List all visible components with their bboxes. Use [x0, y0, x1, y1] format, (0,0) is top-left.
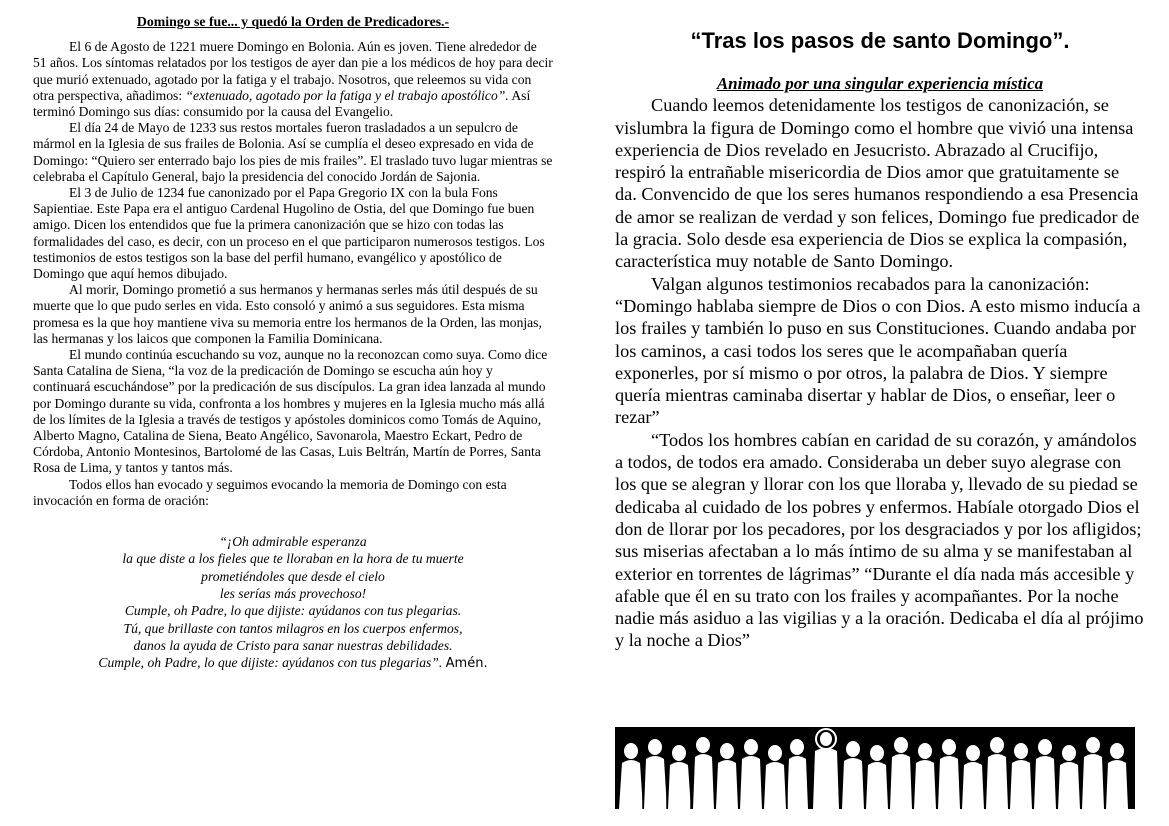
- poem-line: “¡Oh admirable esperanza: [219, 534, 367, 550]
- paragraph-testimonies: Valgan algunos testimonios recabados para la canonización: “Domingo hablaba siempre de Dios o con Dios. A esto mismo inducía a los frailes y también lo puso en sus Constituciones. Cuando andaba por los caminos, a casi todos los seres que le acompañaban quería exponerles, por sí mismo o por otros, la palabra de Dios. Y siempre quería mientras caminaba disertar y hablar de Dios, o enseñar, leer o rezar”: [615, 273, 1141, 428]
- poem-line: la que diste a los fieles que te lloraban en la hora de tu muerte: [122, 551, 464, 567]
- poem-line: Tú, que brillaste con tantos milagros en los cuerpos enfermos,: [123, 620, 463, 636]
- right-subtitle: Animado por una singular experiencia mística: [716, 74, 1044, 94]
- left-column: [33, 14, 553, 672]
- right-column: [615, 30, 1145, 652]
- poem-line-text: Cumple, oh Padre, lo que dijiste: ayúdanos con tus plegarias”.: [98, 655, 443, 671]
- left-title: Domingo se fue... y quedó la Orden de Predicadores.-: [136, 14, 450, 29]
- poem-line: prometiéndoles que desde el cielo: [201, 568, 385, 584]
- paragraph-experience: Cuando leemos detenidamente los testigos de canonización, se vislumbra la figura de Domingo como el hombre que vivió una intensa experiencia de Dios revelado en Jesucristo. Abrazado al Crucifijo, respiró la entrañable misericordia de Dios amor que gratuitamente se da. Convencido de que los seres humanos respondiendo a esa Presencia de amor se realizan de verdad y son felices, Domingo fue predicador de la gracia. Solo desde esa experiencia de Dios se explica la compasión, característica muy notable de Santo Domingo.: [615, 95, 1140, 272]
- paragraph-death-quote: “extenuado, agotado por la fatiga y el trabajo apostólico”.: [185, 87, 509, 103]
- amen-text: Amén.: [445, 656, 488, 672]
- paragraph-charity: “Todos los hombres cabían en caridad de su corazón, y amándolos a todos, de todos era amado. Consideraba un deber suyo alegrase con los que se alegran y llorar con los que lloraba y, llevado de su piedad se dedicaba al cuidado de los pobres y enfermos. Habíale otorgado Dios el don de llorar por los pecadores, por los desgraciados y por los afligidos; sus miserias afectaban a lo más íntimo de su alma y se manifestaban al exterior en torrentes de lágrimas” “Durante el día nada más accesible y afable que él en su trato con los frailes y acompañantes. Por la noche nadie más asiduo a las vigilias y a la oración. Dedicaba el día al prójimo y la noche a Dios”: [615, 429, 1144, 651]
- paragraph-transfer: El día 24 de Mayo de 1233 sus restos mortales fueron trasladados a un sepulcro de mármol en la Iglesia de sus frailes de Bolonia. Así se cumplía el deseo expresado en vida de Domingo: “Quiero ser enterrado bajo los pies de mis frailes”. El traslado tuvo lugar mientras se celebraba el Capítulo General, bajo la presidencia del conocido Jordán de Sajonia.: [33, 120, 553, 184]
- crowd-silhouette-icon: [615, 727, 1135, 809]
- poem-line-last: [33, 654, 553, 672]
- paragraph-death-text-a: El 6 de Agosto de 1221 muere Domingo en Bolonia. Aún es joven. Tiene alrededor de 51 años. Los síntomas relatados por los testigos de ayer dan pie a los médicos de hoy para decir que murió extenuado, agotado por la fatiga y el trabajo. Nosotros, que releemos su vida con otra perspectiva, añadimos:: [33, 39, 553, 103]
- paragraph-death-text-b: Así terminó Domingo sus días: consumido por la causa del Evangelio.: [33, 87, 531, 120]
- poem-line: Cumple, oh Padre, lo que dijiste: ayúdanos con tus plegarias.: [124, 603, 462, 619]
- paragraph-death: [33, 39, 553, 120]
- prayer-poem: [33, 533, 553, 672]
- poem-line: danos la ayuda de Cristo para sanar nuestras debilidades.: [133, 637, 453, 653]
- paragraph-promise: Al morir, Domingo prometió a sus hermanos y hermanas serles más útil después de su muerte que lo que pudo serles en vida. Esto consoló y animó a sus seguidores. Esta misma promesa es la que hoy mantiene viva su memoria entre los hermanos de la Orden, las monjas, las hermanas y los laicos que componen la Familia Dominicana.: [33, 282, 542, 346]
- crowd-of-followers-illustration: [615, 727, 1135, 809]
- paragraph-canonization: El 3 de Julio de 1234 fue canonizado por el Papa Gregorio IX con la bula Fons Sapientiae. Este Papa era el antiguo Cardenal Hugolino de Ostia, del que Domingo fue buen amigo. Dicen los entendidos que fue la primera canonización que se hizo con todas las formalidades del caso, es decir, con un proceso en el que participaron numerosos testigos. Los testimonios de estos testigos son la base del perfil humano, evangélico y apostólico de Domingo que aquí hemos dibujado.: [33, 185, 545, 282]
- right-title: “Tras los pasos de santo Domingo”.: [690, 28, 1070, 53]
- paragraph-voice: El mundo continúa escuchando su voz, aunque no la reconozcan como suya. Como dice Santa Catalina de Siena, “la voz de la predicación de Domingo se escucha aún hoy y continuará escuchándose” por la predicación de sus discípulos. La gran idea lanzada al mundo por Domingo durante su vida, confronta a los hombres y mujeres en la Iglesia mucho más allá de los límites de la Iglesia a través de testigos y apóstoles dominicos como Tomás de Aquino, Alberto Magno, Catalina de Siena, Beato Angélico, Savonarola, Maestro Eckart, Pedro de Córdoba, Antonio Montesinos, Bartolomé de las Casas, Luis Beltrán, Martín de Porres, Santa Rosa de Lima, y tantos y tantos más.: [33, 347, 548, 476]
- paragraph-invocation: Todos ellos han evocado y seguimos evocando la memoria de Domingo con esta invocación en forma de oración:: [33, 476, 507, 508]
- poem-line: les serías más provechoso!: [219, 585, 367, 601]
